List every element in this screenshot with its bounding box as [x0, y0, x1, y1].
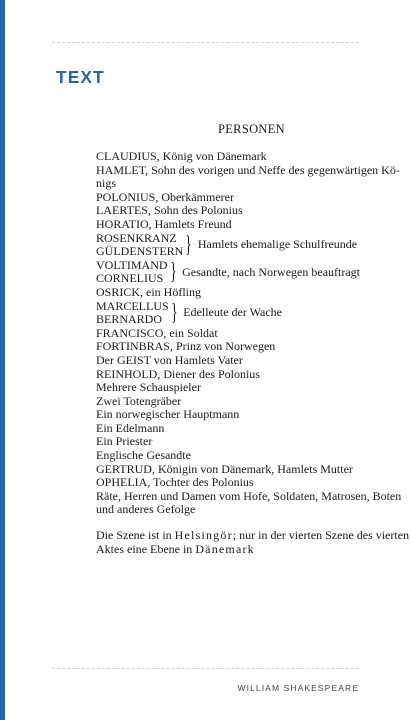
cast-entry: GERTRUD, Königin von Dänemark, Hamlets Mutter: [96, 461, 353, 476]
cast-entry: Ein Priester: [96, 434, 153, 449]
cast-entry: Ein norwegischer Hauptmann: [96, 407, 240, 422]
cast-entry: Zwei Totengräber: [96, 393, 182, 408]
scene-place: Helsingör: [174, 528, 233, 543]
cast-entry: HORATIO, Hamlets Freund: [96, 216, 232, 231]
scene-text: Die Szene ist in: [96, 528, 175, 543]
section-label: TEXT: [56, 67, 105, 87]
cast-entry: CLAUDIUS, König von Dänemark: [96, 149, 267, 163]
cast-entry: GÜLDENSTERN: [96, 244, 184, 259]
running-footer: WILLIAM SHAKESPEARE: [237, 683, 359, 693]
cast-entry: Mehrere Schauspieler: [96, 380, 201, 395]
brace-icon: }: [170, 300, 178, 327]
scene-text: ; nur in der vierten Szene des vierten Aktes eine Ebene in: [96, 528, 410, 556]
cast-entry: nigs: [96, 176, 117, 191]
cast-group-envoys: [96, 259, 411, 286]
cast-entry-extras: Räte, Herren und Damen vom Hofe, Soldaten, Matrosen, Boten und anderes Gefolge: [96, 488, 402, 517]
group-description: Gesandte, nach Norwegen beauftragt: [182, 264, 361, 279]
cast-entry: Englische Gesandte: [96, 448, 191, 463]
cast-entry: BERNARDO: [96, 312, 163, 327]
brace-icon: }: [169, 259, 177, 286]
cast-entry: POLONIUS, Oberkämmerer: [96, 189, 234, 204]
cast-group-schoolfriends: [96, 232, 411, 259]
cast-entry: LAERTES, Sohn des Polonius: [96, 203, 243, 218]
group-description: Hamlets ehemalige Schulfreunde: [197, 237, 358, 252]
cast-entry: OPHELIA, Tochter des Polonius: [96, 475, 254, 490]
cast-entry: FRANCISCO, ein Soldat: [96, 325, 218, 340]
group-names: [96, 232, 183, 259]
cast-entry: VOLTIMAND: [96, 257, 168, 272]
brace-icon: }: [185, 232, 192, 259]
bottom-divider: [52, 668, 359, 669]
group-description: Edelleute der Wache: [183, 305, 282, 320]
group-names: [96, 259, 168, 286]
left-accent-bar: [0, 0, 5, 720]
scene-place: Dänemark: [195, 541, 255, 556]
group-names: [96, 300, 169, 327]
cast-entry: Der GEIST von Hamlets Vater: [96, 352, 243, 367]
scene-note: [96, 529, 411, 556]
top-divider: [52, 42, 359, 43]
cast-entry: ROSENKRANZ: [96, 230, 177, 245]
cast-entry: FORTINBRAS, Prinz von Norwegen: [96, 339, 276, 354]
page-heading: PERSONEN: [218, 122, 285, 136]
cast-entry: Ein Edelmann: [96, 420, 165, 435]
cast-entry: OSRICK, ein Höfling: [96, 284, 201, 299]
cast-list: [96, 150, 411, 556]
cast-entry: REINHOLD, Diener des Polonius: [96, 366, 260, 381]
cast-entry: MARCELLUS: [96, 298, 169, 313]
cast-group-guards: [96, 300, 411, 327]
cast-entry: CORNELIUS: [96, 271, 164, 286]
cast-entry: HAMLET, Sohn des vorigen und Neffe des gegenwärtigen Kö-: [96, 162, 400, 177]
